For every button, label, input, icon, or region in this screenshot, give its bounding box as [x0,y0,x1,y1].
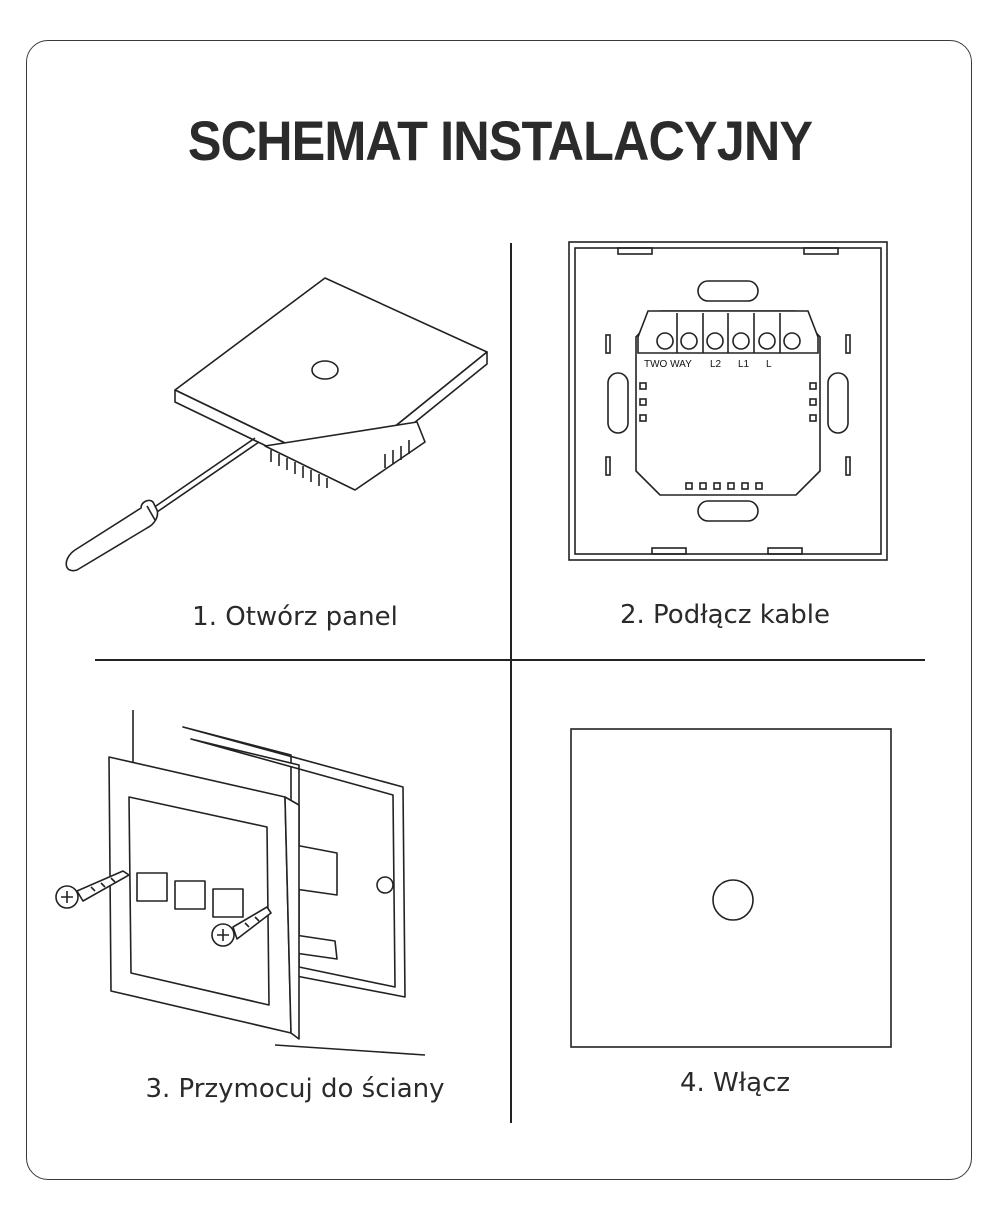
mounting-slot-left [608,373,628,433]
step-1-caption: 1. Otwórz panel [192,602,398,632]
switch-front-panel [571,729,891,1047]
step-3-caption: 3. Przymocuj do ściany [145,1074,445,1104]
mounting-slot-bottom [698,501,758,521]
screwdriver-shaft [153,438,259,512]
page-title: SCHEMAT INSTALACYJNY [187,109,813,172]
step-4-caption: 4. Włącz [679,1068,791,1098]
mounting-slot-right [828,373,848,433]
step-2-illustration [568,241,888,563]
step-2-caption: 2. Podłącz kable [619,600,831,630]
touch-button-icon [713,880,753,920]
step-3-illustration [55,705,435,1060]
step-4-illustration [570,728,892,1050]
vertical-divider [510,243,512,1123]
mounting-slot-top [698,281,758,301]
terminal-label-l1: L1 [738,359,750,370]
terminal-label-l: L [766,359,772,370]
screwdriver-handle [66,500,157,570]
step-1-illustration [55,270,505,590]
terminal-label-two-way: TWO WAY [644,359,692,370]
terminal-label-l2: L2 [710,359,722,370]
